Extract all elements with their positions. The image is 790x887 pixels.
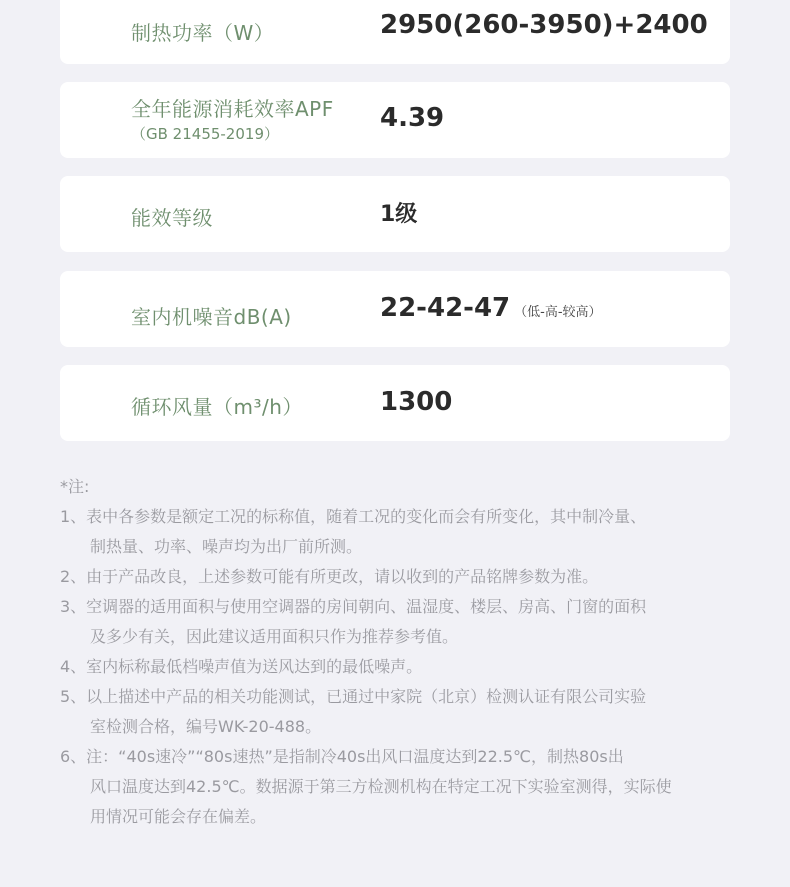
noise-value: 22-42-47	[380, 293, 511, 323]
note-item: 用情况可能会存在偏差。	[90, 807, 267, 826]
notes-section	[60, 472, 750, 832]
note-item: 6、注：“40s速冷”“80s速热”是指制冷40s出风口温度达到22.5℃，制热80s出	[60, 747, 624, 766]
notes-title: *注:	[60, 477, 90, 496]
spec-sublabel: （GB 21455-2019）	[131, 125, 279, 143]
spec-value: 2950(260-3950)+2400	[380, 10, 708, 40]
spec-card-noise	[60, 271, 730, 347]
note-item: 5、以上描述中产品的相关功能测试，已通过中家院（北京）检测认证有限公司实验	[60, 687, 647, 706]
note-item: 3、空调器的适用面积与使用空调器的房间朝向、温湿度、楼层、房高、门窗的面积	[60, 597, 647, 616]
spec-label: 循环风量（m³/h）	[131, 395, 303, 419]
spec-card-airflow	[60, 365, 730, 441]
spec-label: 制热功率（W）	[131, 21, 275, 45]
spec-label: 全年能源消耗效率APF	[131, 97, 334, 121]
note-item: 2、由于产品改良，上述参数可能有所更改，请以收到的产品铭牌参数为准。	[60, 567, 599, 586]
spec-value: 1300	[380, 387, 453, 417]
spec-card-energy-grade	[60, 176, 730, 252]
spec-card-apf	[60, 82, 730, 158]
noise-levels-note: （低-高-较高）	[514, 305, 602, 320]
note-item: 制热量、功率、噪声均为出厂前所测。	[90, 537, 363, 556]
spec-label: 能效等级	[131, 206, 213, 230]
note-item: 风口温度达到42.5℃。数据源于第三方检测机构在特定工况下实验室测得，实际使	[90, 777, 672, 796]
note-item: 及多少有关，因此建议适用面积只作为推荐参考值。	[90, 627, 459, 646]
spec-value: 4.39	[380, 103, 445, 133]
note-item: 室检测合格，编号WK-20-488。	[90, 717, 322, 736]
spec-card-heating-power	[60, 0, 730, 64]
spec-value: 1级	[380, 202, 418, 227]
spec-value	[380, 293, 602, 323]
spec-label: 室内机噪音dB(A)	[131, 305, 292, 329]
note-item: 1、表中各参数是额定工况的标称值，随着工况的变化而会有所变化，其中制冷量、	[60, 507, 647, 526]
note-item: 4、室内标称最低档噪声值为送风达到的最低噪声。	[60, 657, 423, 676]
